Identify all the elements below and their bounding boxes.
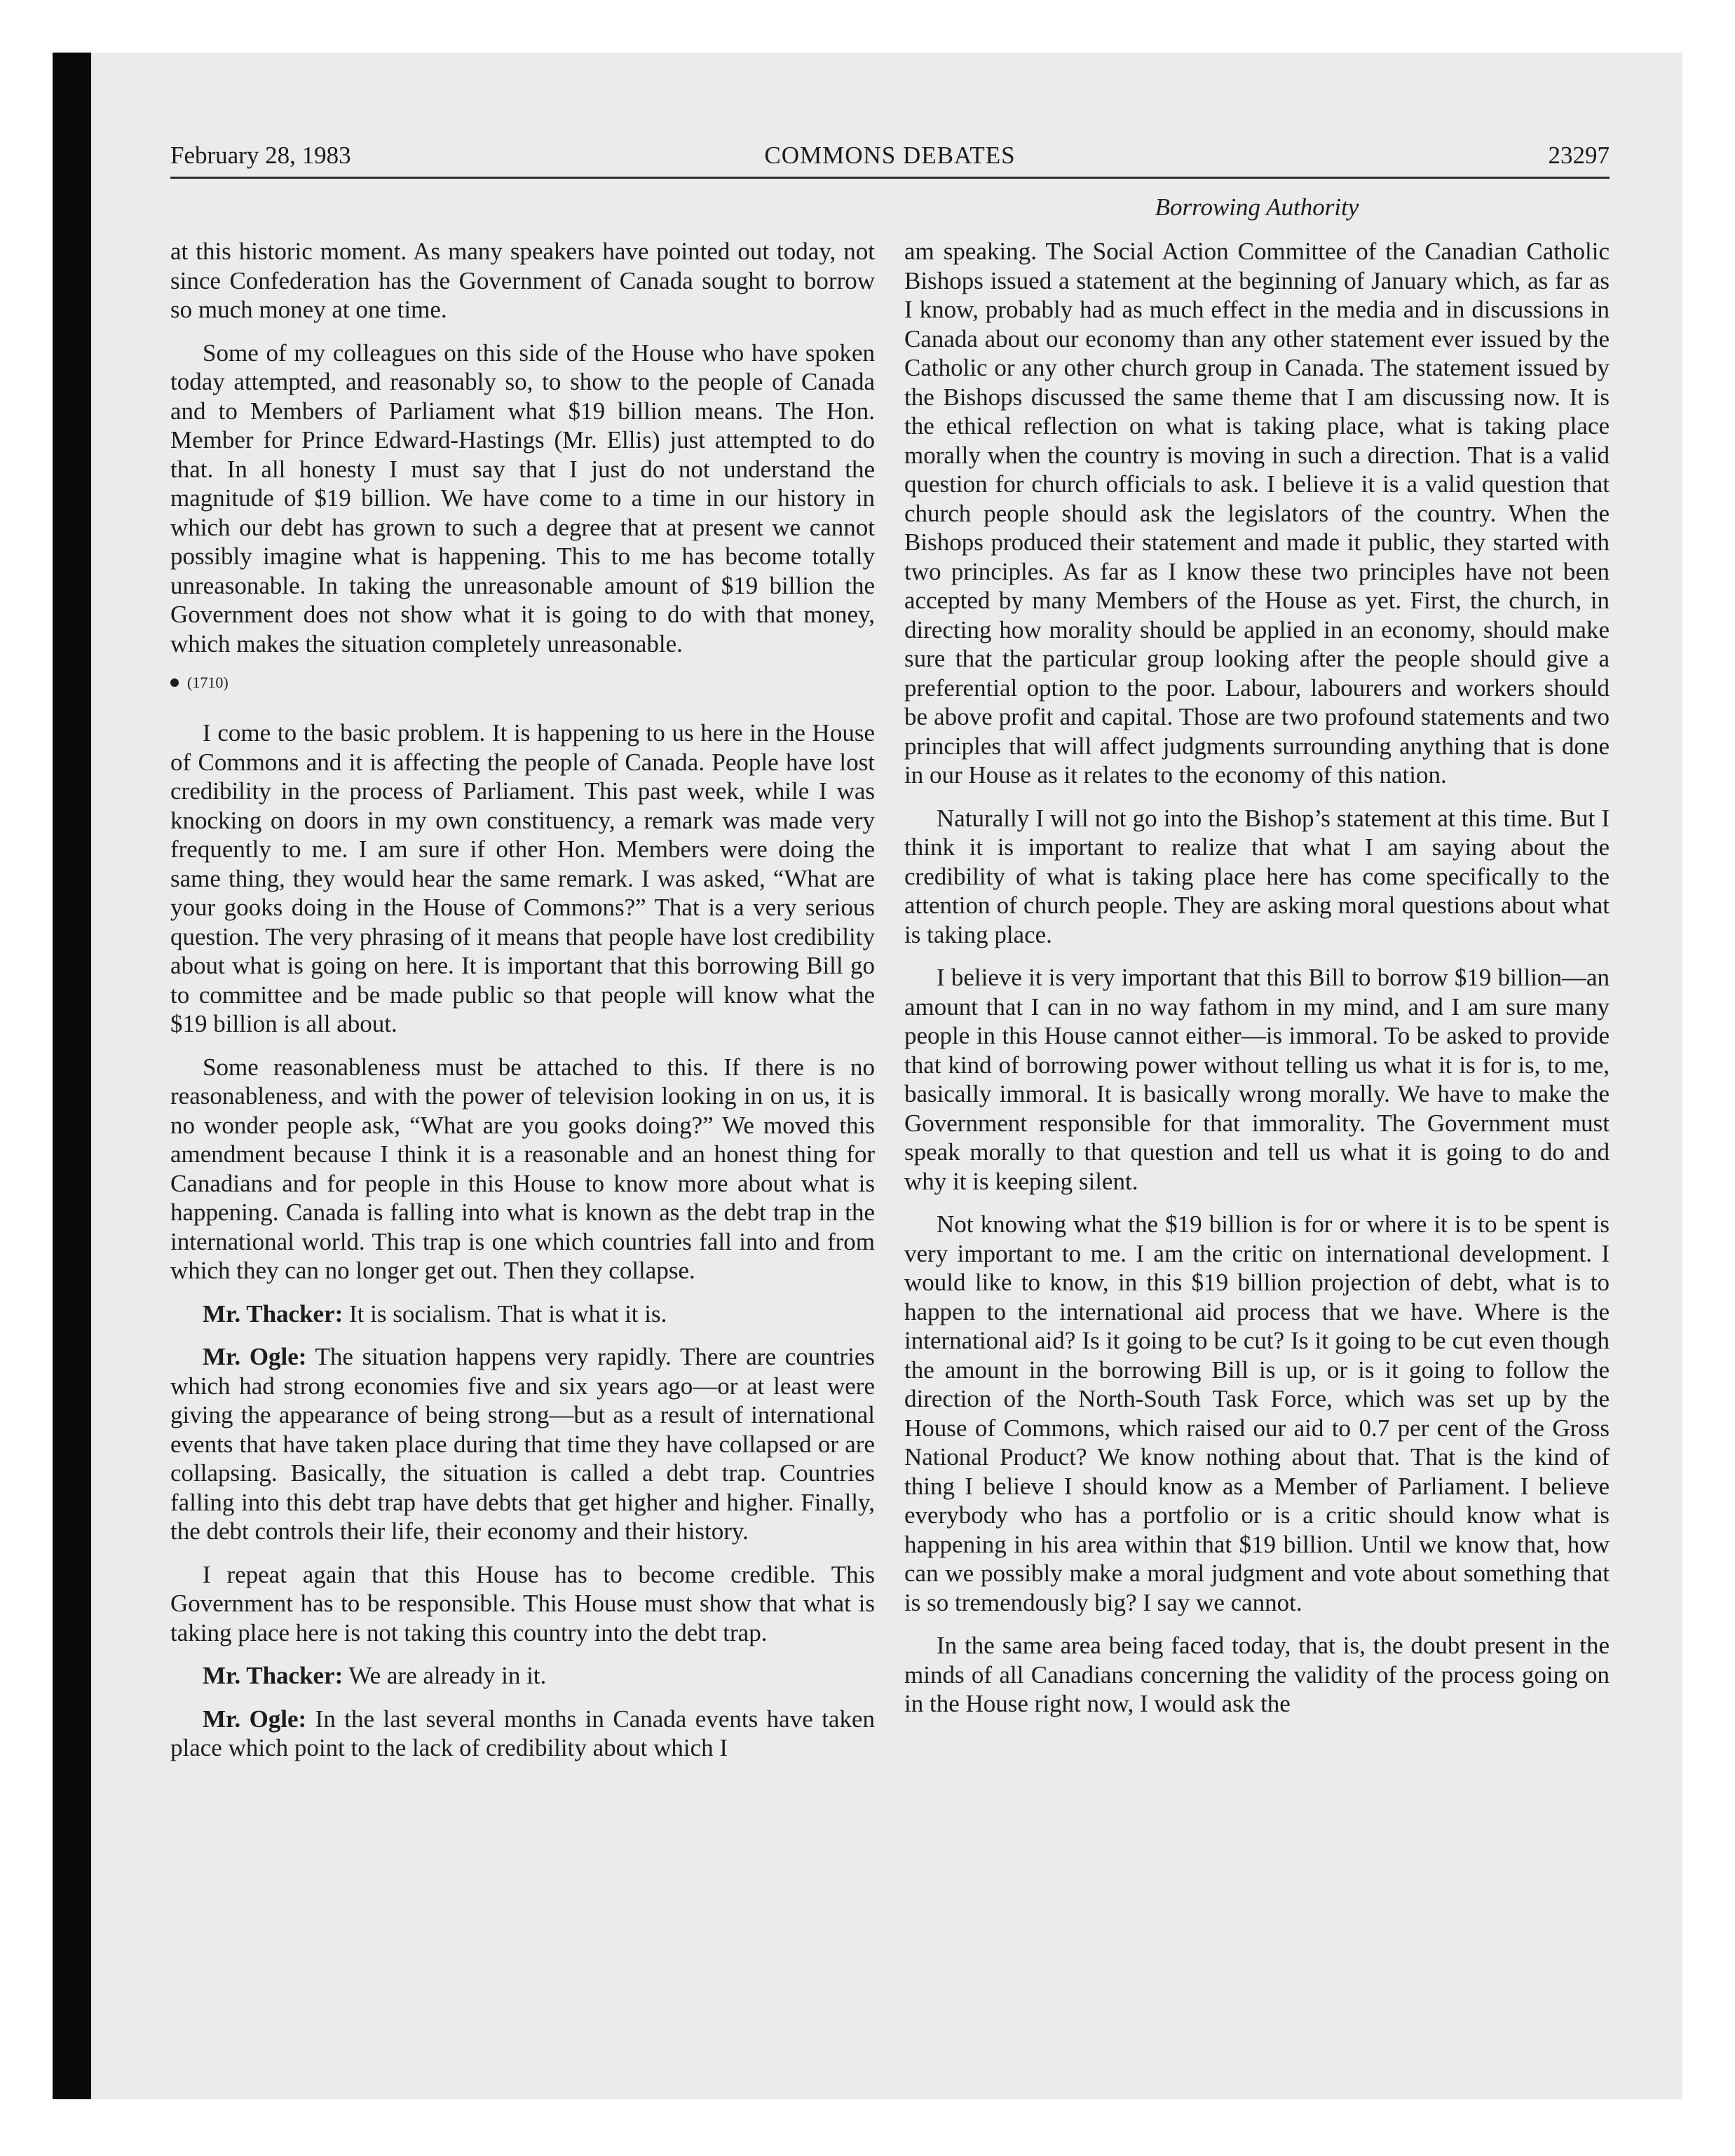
paragraph: I come to the basic problem. It is happening to us here in the House of Commons and it is affecting the people of Canada. People have lost credibility in the process of Parliament. This past week, while I was knocking on doors in my own constituency, a remark was made very frequently to me. I am sure if other Hon. Members were doing the same thing, they would hear the same remark. I was asked, “What are your gooks doing in the House of Commons?” That is a very serious question. The very phrasing of it means that people have lost credibility about what is going on here. It is important that this borrowing Bill go to committee and be made public so that people will know what the $19 billion is all about. bbox=[170, 719, 875, 1037]
paragraph: Naturally I will not go into the Bishop’s statement at this time. But I think it is important to realize that what I am saying about the credibility of what is taking place here has come specifically to the attention of church people. They are asking moral questions about what is taking place. bbox=[904, 804, 1610, 948]
speaker-name: Mr. Ogle: bbox=[203, 1343, 307, 1370]
header-page-number: 23297 bbox=[1548, 142, 1610, 169]
section-title: Borrowing Authority bbox=[1155, 193, 1359, 221]
header-publication: COMMONS DEBATES bbox=[764, 142, 1016, 169]
speaker-name: Mr. Thacker: bbox=[203, 1299, 343, 1328]
right-column bbox=[904, 237, 1610, 1733]
speech-text: We are already in it. bbox=[343, 1662, 547, 1689]
header-date: February 28, 1983 bbox=[170, 142, 351, 169]
timestamp-text: (1710) bbox=[187, 674, 229, 691]
paragraph: Some reasonableness must be attached to this. If there is no reasonableness, and with the power of television looking in on us, it is no wonder people ask, “What are you gooks doing?” We moved this amendment because I think it is a reasonable and an honest thing for Canadians and for people in this House to know more about what is happening. Canada is falling into what is known as the debt trap in the international world. This trap is one which countries fall into and from which they can no longer get out. Then they collapse. bbox=[170, 1053, 875, 1284]
interjection bbox=[170, 1299, 875, 1329]
paragraph: Some of my colleagues on this side of the House who have spoken today attempted, and reasonably so, to show to the people of Canada and to Members of Parliament what $19 billion means. The Hon. Member for Prince Edward-Hastings (Mr. Ellis) just attempted to do that. In all honesty I must say that I just do not understand the magnitude of $19 billion. We have come to a time in our history in which our debt has grown to such a degree that at present we cannot possibly imagine what is happening. This to me has become totally unreasonable. In taking the unreasonable amount of $19 billion the Government does not show what it is going to do with that money, which makes the situation completely unreasonable. bbox=[170, 339, 875, 657]
speaker-name: Mr. Thacker: bbox=[203, 1662, 343, 1689]
speaker-name: Mr. Ogle: bbox=[203, 1705, 307, 1733]
paragraph: I believe it is very important that this Bill to borrow $19 billion—an amount that I can in no way fathom in my mind, and I am sure many people in this House cannot either—is immoral. To be asked to provide that kind of borrowing power without telling us what it is for is, to me, basically immoral. It is basically wrong morally. We have to make the Government responsible for that immorality. The Government must speak morally to that question and tell us what it is going to do and why it is keeping silent. bbox=[904, 964, 1610, 1195]
speech bbox=[170, 1342, 875, 1546]
paragraph: In the same area being faced today, that is, the doubt present in the minds of all Canadians concerning the validity of the process going on in the House right now, I would ask the bbox=[904, 1632, 1610, 1717]
timestamp-marker bbox=[170, 672, 875, 693]
paragraph: am speaking. The Social Action Committee of the Canadian Catholic Bishops issued a statement at the beginning of January which, as far as I know, probably had as much effect in the media and in discussions in Canada about our economy than any other statement ever issued by the Catholic or any other church group in Canada. The statement issued by the Bishops discussed the same theme that I am discussing now. It is the ethical reflection on what is taking place, what is taking place morally when the country is moving in such a direction. That is a valid question for church officials to ask. I believe it is a valid question that church people should ask the legislators of the country. When the Bishops produced their statement and made it public, they started with two principles. As far as I know these two principles have not been accepted by many Members of the House as yet. First, the church, in directing how morality should be applied in an economy, should make sure that the particular group looking after the people should give a preferential option to the poor. Labour, labourers and workers should be above profit and capital. Those are two profound statements and two principles that will affect judgments surrounding anything that is done in our House as it relates to the economy of this nation. bbox=[904, 238, 1610, 789]
paragraph: Not knowing what the $19 billion is for or where it is to be spent is very important to me. I am the critic on international development. I would like to know, in this $19 billion projection of debt, what is to happen to the international aid process that we have. Where is the international aid? Is it going to be cut? Is it going to be cut even though the amount in the borrowing Bill is up, or is it going to follow the direction of the North-South Task Force, which was set up by the House of Commons, which raised our aid to 0.7 per cent of the Gross National Product? We know nothing about that. That is the kind of thing I believe I should know as a Member of Parliament. I believe everybody who has a portfolio or is a critic should know what is happening in his area within that $19 billion. Until we know that, how can we possibly make a moral judgment and vote about something that is so tremendously big? I say we cannot. bbox=[904, 1210, 1610, 1616]
running-header bbox=[170, 140, 1610, 179]
speech-text: It is socialism. That is what it is. bbox=[343, 1299, 667, 1328]
scan-binding-edge bbox=[53, 53, 91, 2099]
paragraph: at this historic moment. As many speakers have pointed out today, not since Confederation has the Government of Canada sought to borrow so much money at one time. bbox=[170, 238, 875, 323]
speech-text: In the last several months in Canada events have taken place which point to the lack of credibility about which I bbox=[170, 1705, 876, 1761]
interjection bbox=[170, 1661, 875, 1691]
bullet-icon bbox=[170, 678, 179, 687]
left-column bbox=[170, 237, 875, 1777]
paragraph: I repeat again that this House has to become credible. This Government has to be responsible. This House must show that what is taking place here is not taking this country into the debt trap. bbox=[170, 1560, 875, 1646]
speech-text: The situation happens very rapidly. There are countries which had strong economies five and six years ago—or at least were giving the appearance of being strong—but as a result of international events that have taken place during that time they have collapsed or are collapsing. Basically, the situation is called a debt trap. Countries falling into this debt trap have debts that get higher and higher. Finally, the debt controls their life, their economy and their history. bbox=[170, 1343, 875, 1545]
speech bbox=[170, 1705, 875, 1763]
